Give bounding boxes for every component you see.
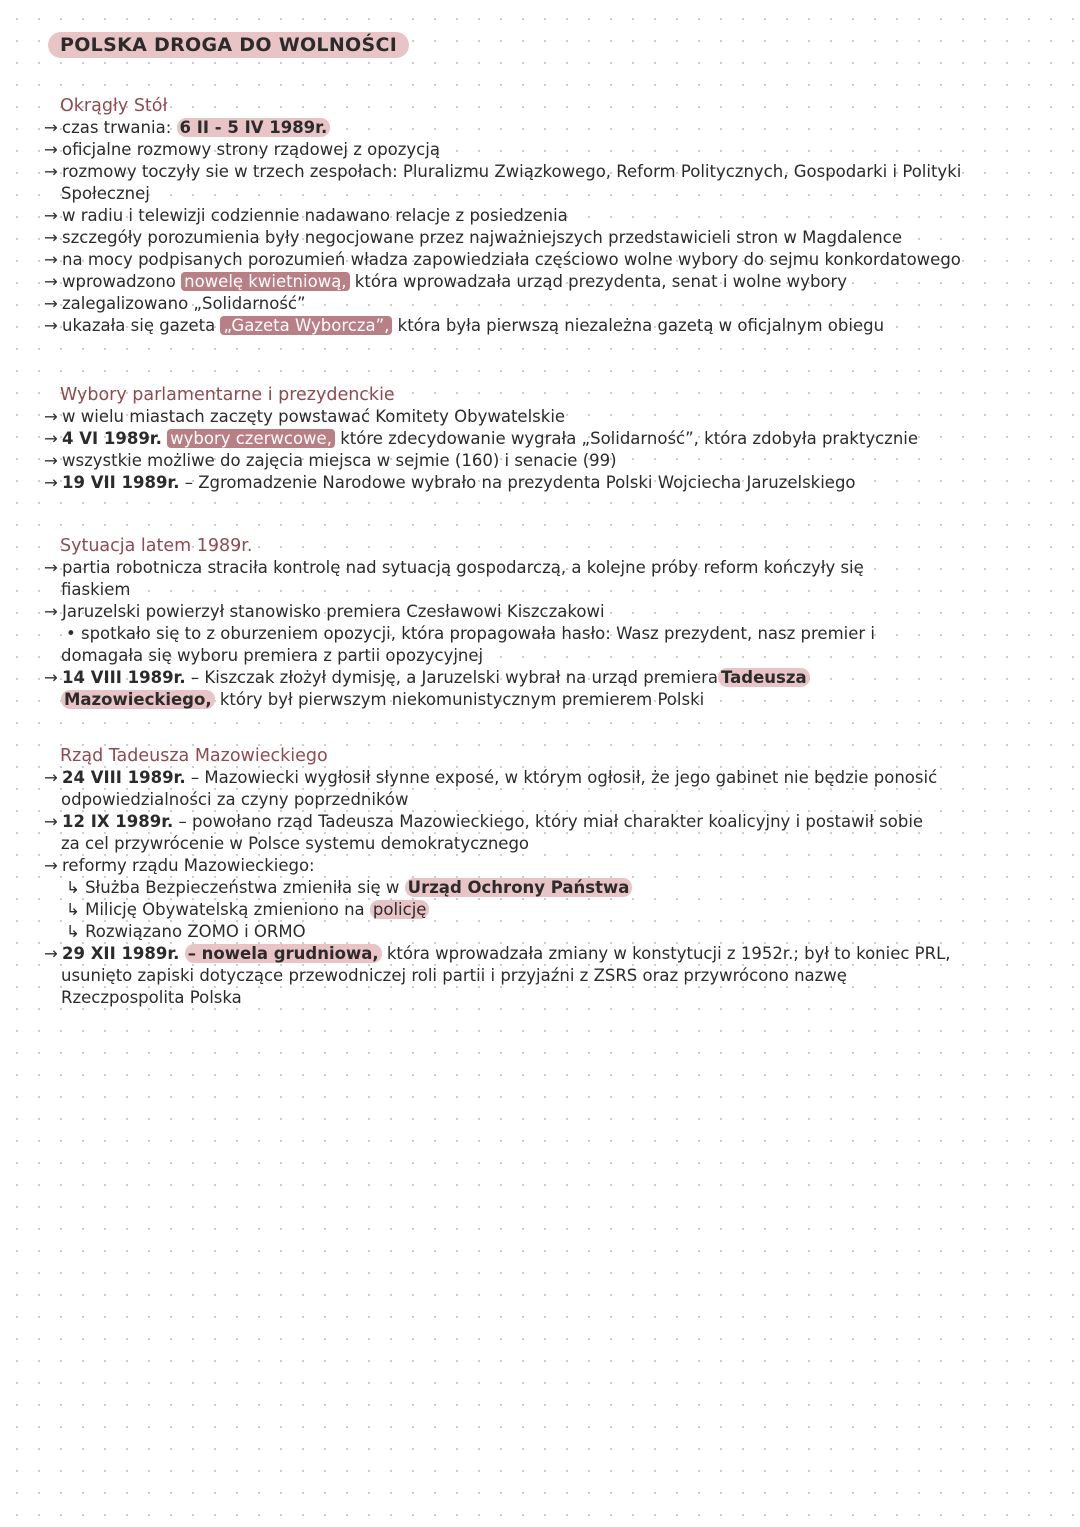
section-okragly-stol [44, 95, 1044, 337]
note-line-continuation: odpowiedzialności za czyny poprzedników [61, 790, 409, 809]
note-line: → Jaruzelski powierzył stanowisko premiera Czesławowi Kiszczakowi [44, 602, 605, 621]
arrow-icon: → [44, 140, 58, 159]
note-line: → partia robotnicza straciła kontrolę nad sytuacją gospodarczą, a kolejne próby reform kończyły się [44, 558, 864, 577]
note-line: → na mocy podpisanych porozumień władza zapowiedziała częściowo wolne wybory do sejmu konkordatowego [44, 250, 961, 269]
arrow-icon: → [44, 118, 58, 137]
section-rzad-mazowieckiego [44, 745, 1044, 1009]
arrow-icon: → [44, 602, 58, 621]
arrow-icon: → [44, 316, 58, 335]
arrow-icon: → [44, 558, 58, 577]
sub-arrow-icon: ↳ [66, 900, 80, 919]
page-title: POLSKA DROGA DO WOLNOŚCI [48, 32, 409, 58]
note-line: → zalegalizowano „Solidarność” [44, 294, 306, 313]
arrow-icon: → [44, 250, 58, 269]
arrow-icon: → [44, 856, 58, 875]
sub-item: ↳ Milicję Obywatelską zmieniono na policję [44, 899, 1044, 921]
section-wybory [44, 384, 1044, 494]
note-line: → 14 VIII 1989r. – Kiszczak złożył dymisję, a Jaruzelski wybrał na urząd premiera Tadeusza [44, 667, 1044, 689]
note-line: → czas trwania: 6 II - 5 IV 1989r. [44, 117, 1044, 139]
term-highlight: policję [370, 900, 430, 919]
note-line: → 29 XII 1989r. – nowela grudniowa, która wprowadzała zmiany w konstytucji z 1952r.; był to koniec PRL, [44, 944, 951, 963]
arrow-icon: → [44, 473, 58, 492]
arrow-icon: → [44, 162, 58, 181]
term-highlight: – nowela grudniowa, [185, 944, 382, 963]
arrow-icon: → [44, 294, 58, 313]
bullet-line: • spotkało się to z oburzeniem opozycji, która propagowała hasło: Wasz prezydent, nasz premier i [66, 624, 875, 643]
note-line: → wszystkie możliwe do zajęcia miejsca w sejmie (160) i senacie (99) [44, 451, 617, 470]
note-line-continuation: Mazowieckiego, który był pierwszym niekomunistycznym premierem Polski [44, 689, 1044, 711]
note-line-continuation: za cel przywrócenie w Polsce systemu demokratycznego [61, 834, 530, 853]
name-highlight: Mazowieckiego, [61, 690, 215, 709]
note-line: → reformy rządu Mazowieckiego: [44, 856, 315, 875]
date-highlight: 6 II - 5 IV 1989r. [177, 118, 331, 137]
term-highlight: Urząd Ochrony Państwa [405, 878, 633, 897]
note-line: → 24 VIII 1989r. – Mazowiecki wygłosił słynne exposé, w którym ogłosił, że jego gabinet nie będzie ponosić [44, 768, 938, 787]
note-line-continuation: Społecznej [61, 184, 150, 203]
arrow-icon: → [44, 407, 58, 426]
note-line-continuation: domagała się wyboru premiera z partii opozycyjnej [61, 646, 484, 665]
note-line: → szczegóły porozumienia były negocjowane przez najważniejszych przedstawicieli stron w Magdalence [44, 228, 902, 247]
note-line: → ukazała się gazeta „Gazeta Wyborcza”, która była pierwszą niezależna gazetą w oficjalnym obiegu [44, 316, 885, 335]
sub-arrow-icon: ↳ [66, 922, 80, 941]
arrow-icon: → [44, 768, 58, 787]
arrow-icon: → [44, 429, 58, 448]
section-heading: Okrągły Stół [60, 96, 168, 116]
note-line-continuation: usunięto zapiski dotyczące przewodniczej roli partii i przyjaźni z ZSRS oraz przywrócono nazwę [61, 966, 847, 985]
note-line-continuation: Rzeczpospolita Polska [61, 988, 242, 1007]
term-highlight: wybory czerwcowe, [167, 429, 335, 448]
note-line: → 4 VI 1989r. wybory czerwcowe, które zdecydowanie wygrała „Solidarność”, która zdobyła praktycznie [44, 429, 919, 448]
arrow-icon: → [44, 206, 58, 225]
note-line: → w radiu i telewizji codziennie nadawano relacje z posiedzenia [44, 206, 568, 225]
name-highlight: Tadeusza [718, 668, 810, 687]
section-heading: Rząd Tadeusza Mazowieckiego [60, 746, 328, 766]
note-line: → w wielu miastach zaczęty powstawać Komitety Obywatelskie [44, 407, 566, 426]
note-line: → oficjalne rozmowy strony rządowej z opozycją [44, 140, 440, 159]
arrow-icon: → [44, 812, 58, 831]
arrow-icon: → [44, 451, 58, 470]
note-line-continuation: fiaskiem [61, 580, 131, 599]
section-sytuacja [44, 535, 1044, 711]
section-heading: Sytuacja latem 1989r. [60, 536, 253, 556]
sub-item: ↳ Rozwiązano ZOMO i ORMO [66, 922, 306, 941]
arrow-icon: → [44, 944, 58, 963]
arrow-icon: → [44, 272, 58, 291]
note-line: → 19 VII 1989r. – Zgromadzenie Narodowe wybrało na prezydenta Polski Wojciecha Jaruzelskiego [44, 473, 856, 492]
arrow-icon: → [44, 668, 58, 687]
section-heading: Wybory parlamentarne i prezydenckie [60, 385, 395, 405]
arrow-icon: → [44, 228, 58, 247]
note-line: → wprowadzono nowelę kwietniową, która wprowadzała urząd prezydenta, senat i wolne wybory [44, 272, 848, 291]
term-highlight: „Gazeta Wyborcza”, [220, 316, 392, 335]
sub-arrow-icon: ↳ [66, 878, 80, 897]
note-line: → rozmowy toczyły sie w trzech zespołach: Pluralizmu Związkowego, Reform Politycznych, Gospodarki i Polityki [44, 162, 962, 181]
note-line: → 12 IX 1989r. – powołano rząd Tadeusza Mazowieckiego, który miał charakter koalicyjny i postawił sobie [44, 812, 924, 831]
term-highlight: nowelę kwietniową, [181, 272, 349, 291]
sub-item: ↳ Służba Bezpieczeństwa zmieniła się w Urząd Ochrony Państwa [44, 877, 1044, 899]
